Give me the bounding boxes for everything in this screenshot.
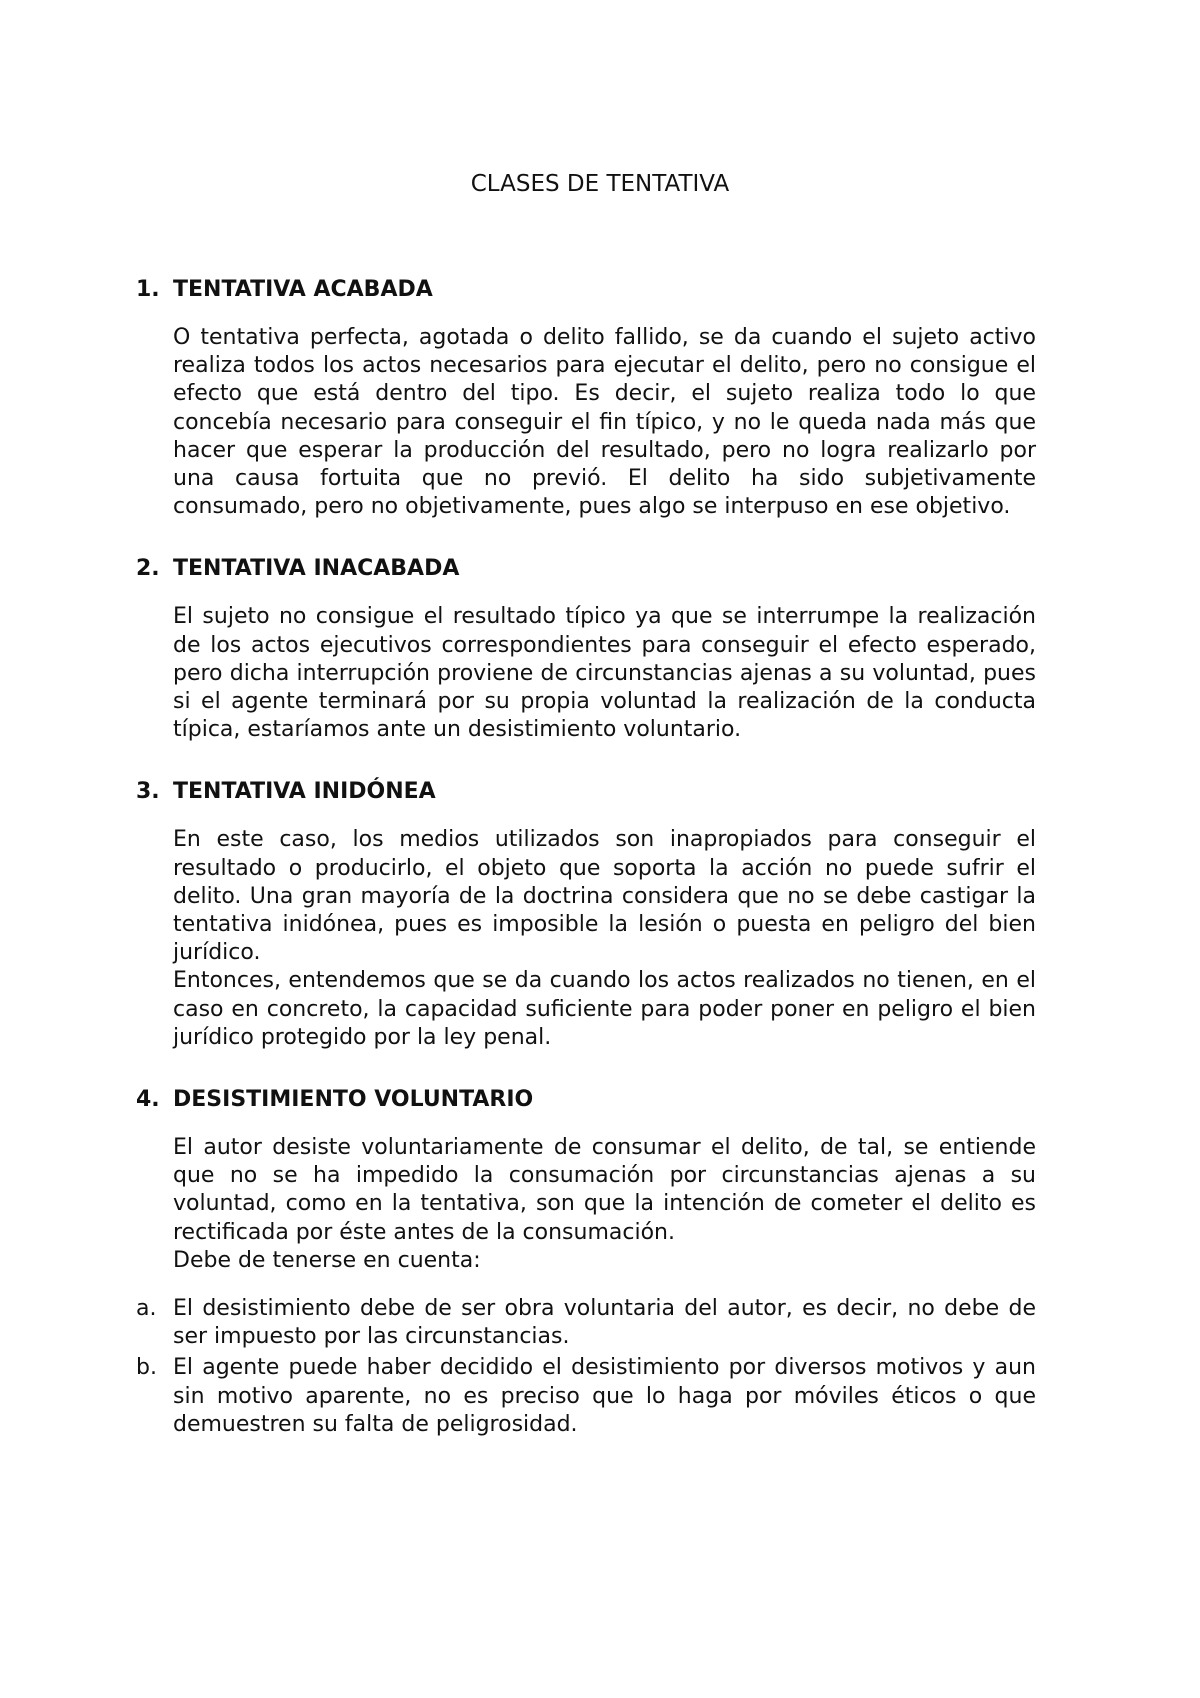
section-heading <box>136 276 1036 304</box>
list-item <box>136 1354 1036 1439</box>
section-body <box>173 603 1036 744</box>
section-tentativa-inacabada <box>136 555 1036 744</box>
section-heading <box>136 1086 1036 1114</box>
section-body <box>173 324 1036 521</box>
list-item-text: El desistimiento debe de ser obra voluntaria del autor, es decir, no debe de ser impuesto por las circunstancias. <box>173 1296 1036 1350</box>
list-marker: a. <box>136 1296 157 1322</box>
section-body <box>173 1134 1036 1275</box>
paragraph: Entonces, entendemos que se da cuando los actos realizados no tienen, en el caso en concreto, la capacidad suficiente para poder poner en peligro el bien jurídico protegido por la ley penal. <box>173 968 1036 1050</box>
section-body <box>173 826 1036 1052</box>
list-item <box>136 1295 1036 1351</box>
section-number: 1. <box>136 277 160 302</box>
section-heading <box>136 555 1036 583</box>
paragraph: El autor desiste voluntariamente de consumar el delito, de tal, se entiende que no se ha impedido la consumación por circunstancias ajenas a su voluntad, como en la tentativa, son que la intención de cometer el delito es rectificada por éste antes de la consumación. <box>173 1135 1036 1245</box>
section-heading <box>136 778 1036 806</box>
section-title: TENTATIVA INIDÓNEA <box>173 779 436 805</box>
section-title: DESISTIMIENTO VOLUNTARIO <box>173 1087 534 1113</box>
section-tentativa-inidonea <box>136 778 1036 1052</box>
considerations-list <box>136 1295 1036 1439</box>
section-title: TENTATIVA INACABADA <box>173 556 460 582</box>
paragraph: En este caso, los medios utilizados son inapropiados para conseguir el resultado o producirlo, el objeto que soporta la acción no puede sufrir el delito. Una gran mayoría de la doctrina considera que no se debe castigar la tentativa inidónea, pues es imposible la lesión o puesta en peligro del bien jurídico. <box>173 827 1036 966</box>
list-marker: b. <box>136 1355 157 1381</box>
section-number: 4. <box>136 1087 160 1113</box>
document-content <box>136 276 1036 1473</box>
paragraph: Debe de tenerse en cuenta: <box>173 1247 481 1273</box>
section-title: TENTATIVA ACABADA <box>173 277 433 302</box>
section-number: 2. <box>136 556 160 582</box>
paragraph: O tentativa perfecta, agotada o delito fallido, se da cuando el sujeto activo realiza todos los actos necesarios para ejecutar el delito, pero no consigue el efecto que está dentro del tipo. Es decir, el sujeto realiza todo lo que concebía necesario para conseguir el fin típico, y no le queda nada más que hacer que esperar la producción del resultado, pero no logra realizarlo por una causa fortuita que no previó. El delito ha sido subjetivamente consumado, pero no objetivamente, pues algo se interpuso en ese objetivo. <box>173 325 1036 520</box>
section-number: 3. <box>136 779 160 805</box>
section-desistimiento-voluntario <box>136 1086 1036 1439</box>
document-title: CLASES DE TENTATIVA <box>470 171 730 197</box>
list-item-text: El agente puede haber decidido el desistimiento por diversos motivos y aun sin motivo aparente, no es preciso que lo haga por móviles éticos o que demuestren su falta de peligrosidad. <box>173 1355 1036 1437</box>
paragraph: El sujeto no consigue el resultado típico ya que se interrumpe la realización de los actos ejecutivos correspondientes para conseguir el efecto esperado, pero dicha interrupción proviene de circunstancias ajenas a su voluntad, pues si el agente terminará por su propia voluntad la realización de la conducta típica, estaríamos ante un desistimiento voluntario. <box>173 604 1036 743</box>
section-tentativa-acabada <box>136 276 1036 521</box>
